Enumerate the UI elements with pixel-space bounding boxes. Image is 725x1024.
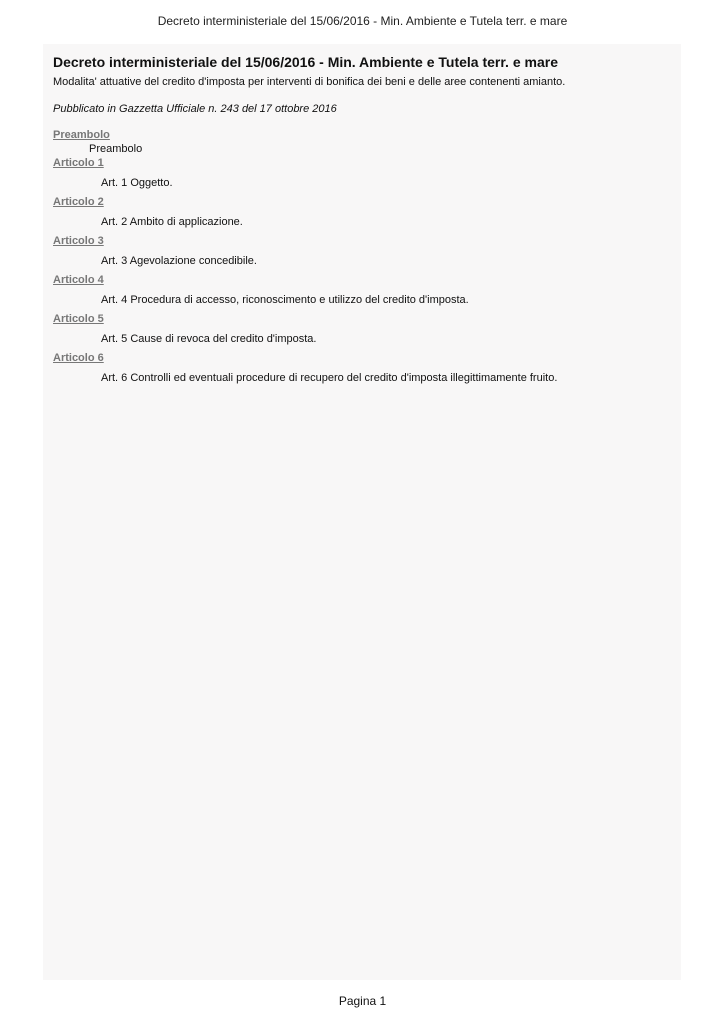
running-header: Decreto interministeriale del 15/06/2016 - Min. Ambiente e Tutela terr. e mare bbox=[157, 14, 568, 28]
article-1-text: Art. 1 Oggetto. bbox=[101, 177, 173, 189]
article-3-link[interactable]: Articolo 3 bbox=[53, 235, 104, 247]
article-2-link[interactable]: Articolo 2 bbox=[53, 196, 104, 208]
article-2-text: Art. 2 Ambito di applicazione. bbox=[101, 216, 243, 228]
document-title: Decreto interministeriale del 15/06/2016 - Min. Ambiente e Tutela terr. e mare bbox=[53, 54, 558, 70]
article-6-link[interactable]: Articolo 6 bbox=[53, 352, 104, 364]
article-1-link[interactable]: Articolo 1 bbox=[53, 157, 104, 169]
article-6-text: Art. 6 Controlli ed eventuali procedure di recupero del credito d'imposta illegittimamente fruito. bbox=[101, 372, 558, 384]
publication-info: Pubblicato in Gazzetta Ufficiale n. 243 del 17 ottobre 2016 bbox=[53, 103, 337, 115]
article-4-link[interactable]: Articolo 4 bbox=[53, 274, 104, 286]
article-5-text: Art. 5 Cause di revoca del credito d'imposta. bbox=[101, 333, 317, 345]
article-3-text: Art. 3 Agevolazione concedibile. bbox=[101, 255, 257, 267]
preamble-text: Preambolo bbox=[89, 143, 143, 155]
article-4-text: Art. 4 Procedura di accesso, riconoscimento e utilizzo del credito d'imposta. bbox=[101, 294, 469, 306]
article-5-link[interactable]: Articolo 5 bbox=[53, 313, 104, 325]
preamble-link[interactable]: Preambolo bbox=[53, 129, 110, 141]
document-subtitle: Modalita' attuative del credito d'imposta per interventi di bonifica dei beni e delle aree contenenti amianto. bbox=[53, 76, 566, 88]
page-number: Pagina 1 bbox=[338, 994, 387, 1008]
